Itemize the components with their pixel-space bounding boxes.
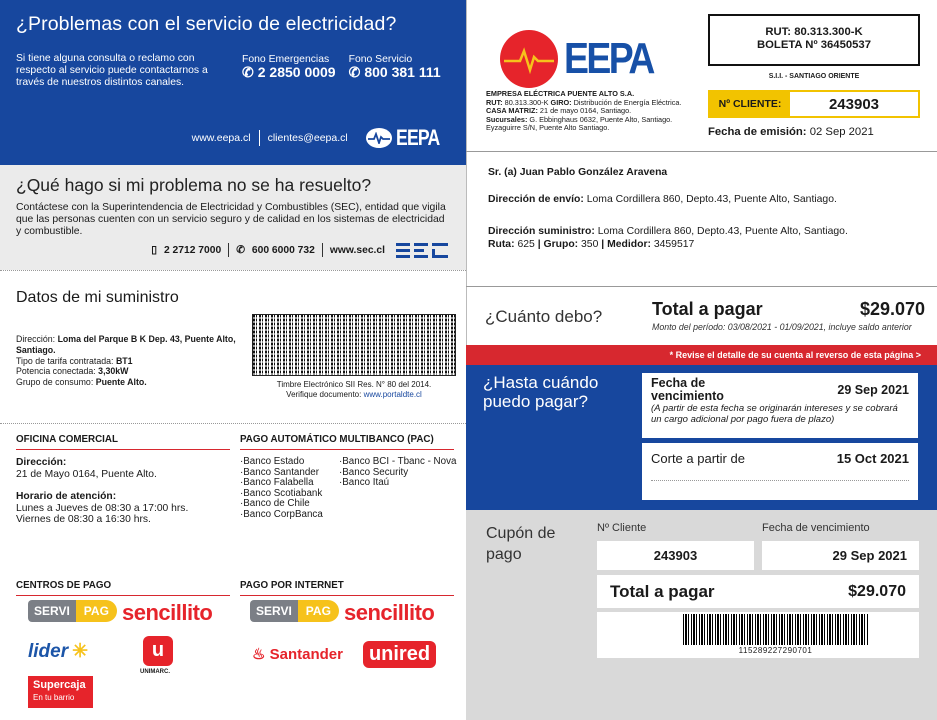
unired-logo: unired [363, 641, 436, 668]
servipag-part-a: SERVI [28, 600, 76, 622]
company-name: EMPRESA ELÉCTRICA PUENTE ALTO S.A. [486, 89, 635, 98]
divider [322, 243, 323, 257]
supercaja-sub: En tu barrio [33, 693, 75, 702]
servipag-part-a: SERVI [250, 600, 298, 622]
review-notice[interactable]: * Revise el detalle de su cuenta al reverso de esta página > [466, 345, 937, 365]
santander-flame-icon: ♨ [252, 646, 266, 663]
cut-label: Corte a partir de [651, 451, 745, 466]
bank-item: ·Banco BCI - Tbanc - Nova [339, 456, 457, 467]
client-label: Nº CLIENTE: [710, 92, 790, 116]
bank-item: ·Banco Itaú [339, 477, 390, 489]
company-sucursales: G. Ebbinghaus 0632, Puente Alto, Santiago. [529, 114, 673, 124]
verify-label: Verifique documento: [286, 389, 362, 399]
help-panel [0, 0, 466, 165]
sec-website[interactable]: www.sec.cl [329, 244, 385, 256]
shipping-address [488, 194, 837, 207]
divider [466, 286, 937, 287]
supply-label: Dirección suministro: [488, 226, 595, 237]
ship-address: Loma Cordillera 860, Depto.43, Puente Alto, Santiago. [586, 194, 837, 205]
total-label: Total a pagar [652, 299, 763, 319]
group-label: Grupo de consumo: [16, 377, 94, 388]
company-giro: Distribución de Energía Eléctrica. [573, 97, 682, 107]
hours-friday: Viernes de 08:30 a 16:30 hrs. [16, 514, 151, 525]
service-number[interactable]: 800 381 111 [364, 64, 441, 80]
group-value: Puente Alto. [95, 377, 147, 388]
eepa-logo-text: EEPA [395, 125, 440, 150]
sencillito-logo: sencillito [344, 600, 435, 625]
amount-question: ¿Cuánto debo? [485, 307, 603, 326]
cut-date-box [642, 443, 918, 500]
invoice-number: BOLETA Nº 36450537 [756, 39, 871, 51]
divider [466, 151, 937, 152]
issue-label: Fecha de emisión: [708, 126, 807, 138]
barcode-number: 115289227290701 [738, 646, 813, 655]
bank-item: ·Banco Security [339, 466, 409, 478]
meter-value: 3459517 [653, 238, 695, 250]
due-label: Fecha de vencimiento [651, 376, 724, 403]
issue-date-value: 02 Sep 2021 [809, 126, 874, 138]
supply-address-block: Dirección suministro: Loma Cordillera 860, Depto.43, Puente Alto, Santiago. Ruta: 625 | Grupo: 350 | Medidor: 3459517 [488, 226, 848, 250]
route-label: Ruta: [488, 238, 515, 250]
eepa-logo-small [366, 125, 450, 151]
divider [259, 130, 260, 146]
website-link[interactable]: www.eepa.cl [191, 132, 251, 144]
client-number: 243903 [828, 95, 880, 113]
meter-label: Medidor: [607, 238, 651, 250]
bank-item: ·Banco Estado [240, 456, 305, 467]
eepa-pulse-icon [366, 128, 392, 148]
unresolved-title: ¿Qué hago si mi problema no se ha resuelto? [16, 175, 372, 195]
hours-label: Horario de atención: [16, 491, 117, 502]
due-question: ¿Hasta cuándo puedo pagar? [483, 373, 599, 411]
sencillito-logo: sencillito [122, 600, 213, 625]
office-address: 21 de Mayo 0164, Puente Alto. [16, 468, 157, 480]
eepa-logo [500, 30, 669, 88]
client-number-box [708, 90, 920, 118]
rut-label: RUT: [486, 97, 503, 107]
bank-item: ·Banco de Chile [240, 498, 310, 510]
customer-name [488, 167, 667, 180]
sec-logo [396, 240, 450, 260]
email-link[interactable]: clientes@eepa.cl [267, 132, 348, 144]
help-title: ¿Problemas con el servicio de electricidad? [16, 13, 397, 35]
supply-address: Loma del Parque B K Dep. 43, Puente Alto, Santiago. [16, 334, 236, 355]
giro-label: GIRO: [550, 97, 572, 107]
unimarc-logo: u [143, 636, 173, 666]
santander-logo [252, 645, 343, 663]
due-note: (A partir de esta fecha se originarán intereses y se cobrará un cargo adicional por pago fuera de plazo) [651, 403, 898, 425]
servipag-logo [28, 600, 117, 622]
pac-banks-col1 [240, 457, 323, 521]
bank-item: ·Banco Scotiabank [240, 487, 323, 499]
issue-date [708, 126, 874, 138]
portal-link[interactable]: www.portaldte.cl [363, 389, 422, 399]
servipag-part-b: PAG [298, 600, 339, 622]
cut-date: 15 Oct 2021 [836, 451, 909, 466]
matriz-label: CASA MATRIZ: [486, 106, 538, 115]
total-amount: $29.070 [860, 299, 926, 319]
unresolved-panel [0, 165, 466, 270]
sec-phone-1[interactable]: 2 2712 7000 [163, 244, 222, 256]
servipag-logo [250, 600, 339, 622]
supercaja-logo [28, 676, 93, 708]
company-sucursales-2: Eyzaguirre S/N, Puente Alto Santiago. [486, 123, 610, 132]
sucursales-label: Sucursales: [486, 114, 528, 124]
group-value: 350 [581, 238, 599, 250]
due-date-box [642, 373, 918, 438]
barcode [683, 614, 868, 645]
phone-icon: ✆ [236, 245, 245, 256]
company-matriz: 21 de mayo 0164, Santiago. [539, 106, 632, 115]
help-description: Si tiene alguna consulta o reclamo con respecto al servicio puede contactarnos a través de nuestros distintos canales. [16, 53, 208, 88]
mobile-icon: ▯ [151, 245, 157, 256]
unimarc-text: UNIMARC. [140, 669, 170, 675]
bank-item: ·Banco CorpBanca [240, 508, 323, 520]
address-label: Dirección: [16, 334, 56, 344]
company-info [486, 90, 706, 133]
phone-icon: ✆ [242, 64, 254, 80]
coupon-client-label: Nº Cliente [597, 522, 647, 534]
internet-title: PAGO POR INTERNET [240, 580, 454, 596]
dotted-divider [651, 480, 909, 481]
power-value: 3,30kW [98, 366, 129, 377]
coupon-total-label: Total a pagar [610, 581, 715, 601]
office-address-label: Dirección: [16, 457, 67, 468]
pac-title: PAGO AUTOMÁTICO MULTIBANCO (PAC) [240, 434, 454, 450]
service-label: Fono Servicio [348, 54, 413, 65]
tariff-value: BT1 [115, 355, 133, 366]
coupon-total: $29.070 [848, 582, 906, 600]
timbre-line: Timbre Electrónico SII Res. N° 80 del 2014. [276, 380, 432, 389]
group-label: Grupo: [543, 238, 579, 250]
emergency-label: Fono Emergencias [242, 54, 330, 65]
supply-section [0, 270, 466, 418]
route-value: 625 [517, 238, 535, 250]
lider-spark-icon: ✳ [72, 641, 89, 662]
sii-office: S.I.I. - SANTIAGO ORIENTE [768, 73, 860, 80]
supercaja-text: Supercaja [33, 679, 86, 691]
coupon-client-number: 243903 [597, 541, 754, 570]
dotted-divider [0, 423, 466, 424]
coupon-due-label: Fecha de vencimiento [762, 522, 870, 534]
electronic-stamp-code [252, 314, 456, 376]
due-date: 29 Sep 2021 [837, 383, 909, 397]
divider [228, 243, 229, 257]
pac-banks-col2 [339, 457, 456, 489]
sec-phone-2[interactable]: 600 6000 732 [251, 244, 315, 256]
phone-icon: ✆ [348, 64, 361, 80]
power-label: Potencia conectada: [16, 366, 96, 377]
lider-logo [28, 640, 88, 663]
servipag-part-b: PAG [76, 600, 117, 622]
hours-weekday: Lunes a Jueves de 08:30 a 17:00 hrs. [16, 502, 189, 514]
supply-address-value: Loma Cordillera 860, Depto.43, Puente Alto, Santiago. [597, 226, 848, 237]
unresolved-text: Contáctese con la Superintendencia de Electricidad y Combustibles (SEC), entidad que vigila que las personas cuenten con un servicio seguro y de calidad en los sistemas de electricidad y combustible. [16, 202, 446, 237]
supply-title: Datos de mi suministro [16, 289, 179, 306]
coupon-title: Cupón de pago [486, 525, 556, 563]
invoice-rut: RUT: 80.313.300-K [765, 26, 863, 38]
invoice-id-box [708, 14, 920, 66]
bank-item: ·Banco Falabella [240, 477, 314, 489]
bank-item: ·Banco Santander [240, 466, 319, 478]
pay-centers-title: CENTROS DE PAGO [16, 580, 230, 596]
company-rut: 80.313.300-K [504, 97, 549, 107]
coupon-total-box [597, 575, 919, 608]
eepa-logo-icon [500, 30, 558, 88]
eepa-logo-text: EEPA [564, 34, 653, 83]
santander-text: Santander [269, 646, 343, 663]
ship-label: Dirección de envío: [488, 194, 584, 205]
coupon-due-date: 29 Sep 2021 [762, 541, 919, 570]
customer-name-text: Sr. (a) Juan Pablo González Aravena [488, 167, 668, 178]
office-title: OFICINA COMERCIAL [16, 434, 230, 450]
lider-text: lider [28, 641, 69, 662]
emergency-number[interactable]: 2 2850 0009 [257, 64, 336, 80]
tariff-label: Tipo de tarifa contratada: [16, 355, 114, 366]
dotted-divider [0, 270, 466, 271]
period-note: Monto del período: 03/08/2021 - 01/09/2021, incluye saldo anterior [652, 322, 912, 332]
